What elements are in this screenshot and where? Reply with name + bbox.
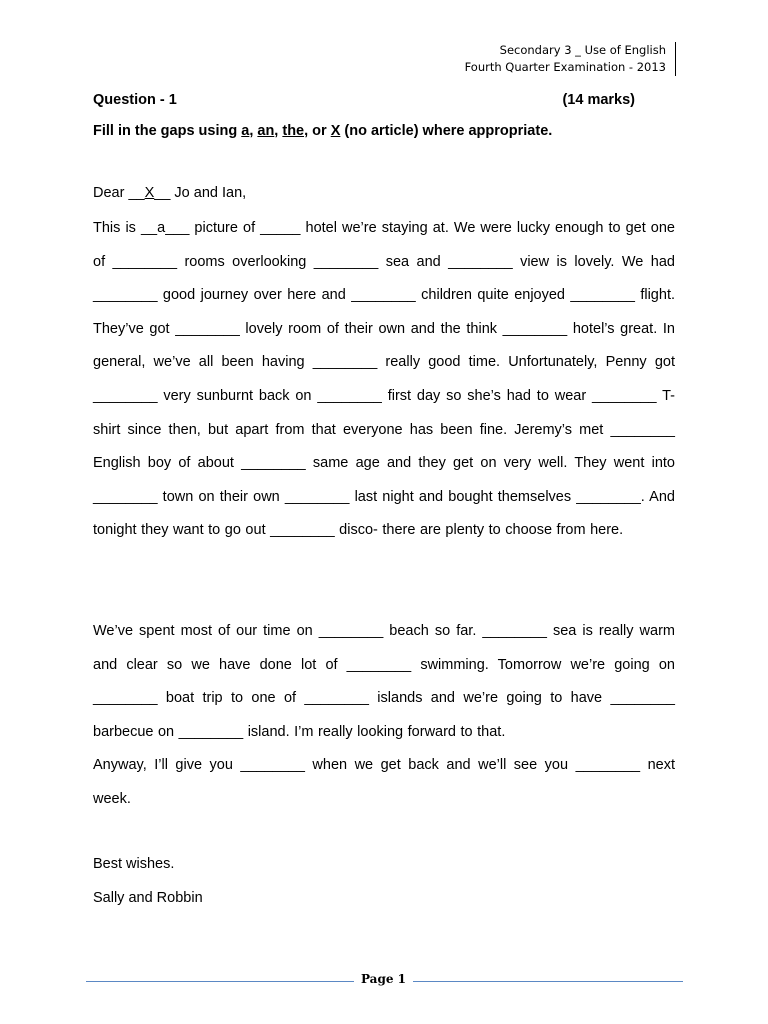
letter-signature: Sally and Robbin — [93, 890, 203, 906]
example-answer: a — [157, 220, 166, 236]
example-answer: X — [144, 185, 155, 201]
question-marks: (14 marks) — [562, 92, 635, 108]
option-x: X — [330, 123, 341, 139]
instruction-sep: , — [249, 123, 258, 139]
question-title: Question - 1 — [93, 92, 177, 108]
header-course: Secondary 3 _ Use of English — [499, 43, 666, 57]
question-heading — [93, 92, 635, 108]
instruction-prefix: Fill in the gaps using — [93, 123, 242, 139]
option-a: a — [241, 123, 250, 139]
footer-divider-right — [413, 981, 683, 982]
p1-post: ___ picture of _____ hotel we’re staying at. We were lucky enough to get one of ________ rooms overlooking ________ sea and ________ view is lovely. We had ________ good journey over here and ________ children quite enjoyed ________ flight. They’ve got ________ lovely room of their own and the think ________ hotel’s great. In general, we’ve all been having ________ really good time. Unfortunately, Penny got ________ very sunburnt back on ________ first day so she’s had to wear ________ T-shirt since then, but apart from that everyone has been fine. Jeremy’s met ________ English boy of about ________ same age and they get on very well. They went into ________ town on their own ________ last night and bought themselves ________. And tonight they want to go out ________ disco- there are plenty to choose from here. — [93, 220, 675, 539]
letter-paragraph-1 — [93, 212, 675, 548]
letter-paragraph-2: We’ve spent most of our time on ________ beach so far. ________ sea is really warm and clear so we have done lot of ________ swimming. Tomorrow we’re going on ________ boat trip to one of ________ islands and we’re going to have ________ barbecue on ________ island. I’m really looking forward to that. — [93, 623, 675, 740]
document-header — [465, 42, 676, 76]
option-the: the, — [282, 123, 309, 139]
instruction-sep: or — [308, 123, 331, 139]
option-an: an — [257, 123, 275, 139]
greeting-pre: Dear __ — [93, 185, 145, 201]
instruction-suffix: (no article) where appropriate. — [340, 123, 553, 139]
p1-pre: This is __ — [93, 220, 158, 236]
footer-divider-left — [86, 981, 354, 982]
letter-greeting — [93, 185, 246, 201]
greeting-post: __ Jo and Ian, — [154, 185, 247, 201]
letter-closing: Best wishes. — [93, 856, 175, 872]
header-exam: Fourth Quarter Examination - 2013 — [464, 60, 666, 74]
letter-paragraph-3: Anyway, I’ll give you ________ when we get back and we’ll see you ________ next week. — [93, 757, 675, 807]
instruction-sep: , — [274, 123, 283, 139]
page-number: Page 1 — [360, 972, 407, 986]
instruction — [93, 123, 552, 139]
